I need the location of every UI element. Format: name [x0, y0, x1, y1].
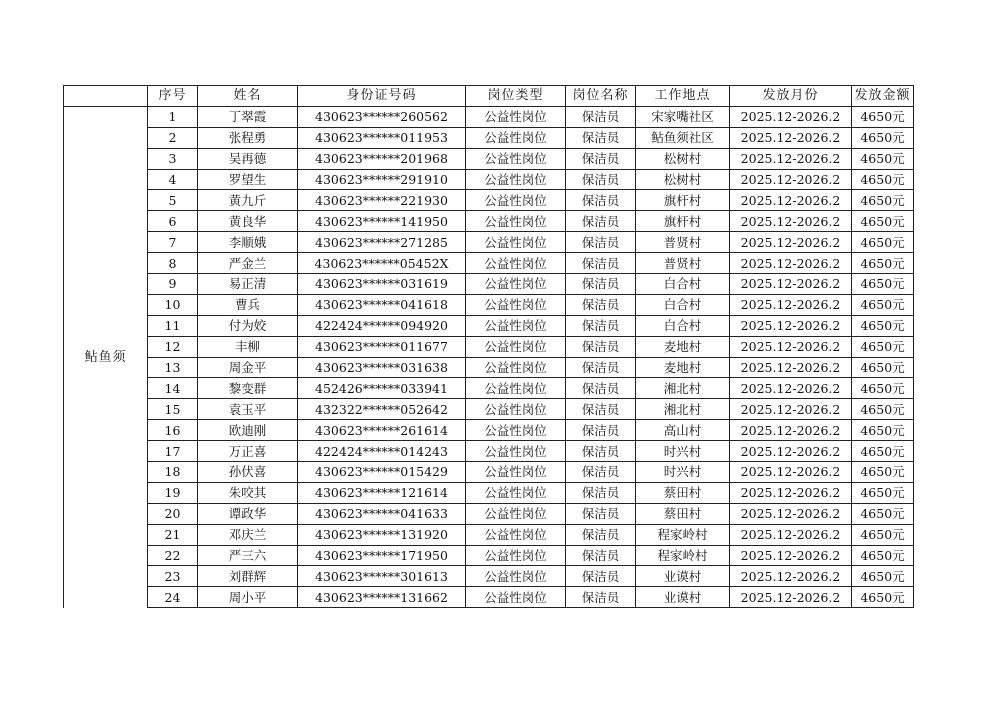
cell-month: 2025.12-2026.2 [730, 524, 852, 545]
cell-name: 孙伏喜 [198, 462, 298, 483]
cell-id: 430623******291910 [298, 169, 466, 190]
table-row [64, 441, 914, 462]
cell-amount: 4650元 [852, 127, 914, 148]
cell-location: 白合村 [636, 315, 730, 336]
cell-amount: 4650元 [852, 169, 914, 190]
cell-location: 白合村 [636, 294, 730, 315]
cell-amount: 4650元 [852, 503, 914, 524]
cell-location: 湘北村 [636, 399, 730, 420]
cell-id: 430623******221930 [298, 190, 466, 211]
cell-name: 吴再德 [198, 148, 298, 169]
cell-month: 2025.12-2026.2 [730, 294, 852, 315]
cell-amount: 4650元 [852, 211, 914, 232]
cell-post-type: 公益性岗位 [466, 211, 566, 232]
cell-post-type: 公益性岗位 [466, 587, 566, 608]
cell-post-name: 保洁员 [566, 566, 636, 587]
cell-id: 430623******260562 [298, 106, 466, 127]
cell-month: 2025.12-2026.2 [730, 587, 852, 608]
table-row [64, 253, 914, 274]
cell-name: 袁玉平 [198, 399, 298, 420]
cell-name: 严三六 [198, 545, 298, 566]
cell-post-type: 公益性岗位 [466, 232, 566, 253]
cell-location: 普贤村 [636, 253, 730, 274]
cell-month: 2025.12-2026.2 [730, 232, 852, 253]
cell-location: 高山村 [636, 420, 730, 441]
cell-month: 2025.12-2026.2 [730, 336, 852, 357]
cell-name: 朱咬其 [198, 482, 298, 503]
table-row [64, 148, 914, 169]
cell-seq: 23 [148, 566, 198, 587]
cell-month: 2025.12-2026.2 [730, 190, 852, 211]
cell-post-type: 公益性岗位 [466, 503, 566, 524]
cell-location: 业谟村 [636, 566, 730, 587]
cell-name: 黎变群 [198, 378, 298, 399]
cell-name: 张程勇 [198, 127, 298, 148]
cell-seq: 16 [148, 420, 198, 441]
cell-post-name: 保洁员 [566, 357, 636, 378]
cell-location: 程家岭村 [636, 545, 730, 566]
town-cell: 鲇鱼须 [64, 106, 148, 607]
table-row [64, 587, 914, 608]
cell-id: 430623******031619 [298, 274, 466, 295]
cell-name: 李顺娥 [198, 232, 298, 253]
cell-id: 430623******05452X [298, 253, 466, 274]
table-row [64, 169, 914, 190]
col-id-header: 身份证号码 [298, 86, 466, 107]
cell-post-type: 公益性岗位 [466, 315, 566, 336]
cell-location: 程家岭村 [636, 524, 730, 545]
cell-name: 罗望生 [198, 169, 298, 190]
cell-post-type: 公益性岗位 [466, 441, 566, 462]
cell-month: 2025.12-2026.2 [730, 106, 852, 127]
cell-seq: 11 [148, 315, 198, 336]
table-row [64, 211, 914, 232]
table-row [64, 503, 914, 524]
table-row [64, 524, 914, 545]
col-seq-header: 序号 [148, 86, 198, 107]
cell-amount: 4650元 [852, 190, 914, 211]
cell-amount: 4650元 [852, 566, 914, 587]
cell-month: 2025.12-2026.2 [730, 566, 852, 587]
cell-amount: 4650元 [852, 587, 914, 608]
cell-name: 谭政华 [198, 503, 298, 524]
cell-post-type: 公益性岗位 [466, 148, 566, 169]
cell-name: 丁翠霞 [198, 106, 298, 127]
cell-id: 430623******201968 [298, 148, 466, 169]
cell-month: 2025.12-2026.2 [730, 545, 852, 566]
cell-post-type: 公益性岗位 [466, 462, 566, 483]
cell-seq: 6 [148, 211, 198, 232]
cell-id: 430623******011677 [298, 336, 466, 357]
cell-seq: 9 [148, 274, 198, 295]
cell-seq: 1 [148, 106, 198, 127]
header-row [64, 86, 914, 107]
cell-id: 430623******041618 [298, 294, 466, 315]
cell-month: 2025.12-2026.2 [730, 420, 852, 441]
cell-post-name: 保洁员 [566, 211, 636, 232]
cell-post-name: 保洁员 [566, 190, 636, 211]
cell-name: 丰柳 [198, 336, 298, 357]
cell-seq: 17 [148, 441, 198, 462]
cell-amount: 4650元 [852, 399, 914, 420]
cell-name: 万正喜 [198, 441, 298, 462]
cell-seq: 22 [148, 545, 198, 566]
cell-id: 430623******015429 [298, 462, 466, 483]
cell-location: 宋家嘴社区 [636, 106, 730, 127]
table-row [64, 462, 914, 483]
cell-amount: 4650元 [852, 274, 914, 295]
cell-post-type: 公益性岗位 [466, 274, 566, 295]
cell-post-name: 保洁员 [566, 399, 636, 420]
cell-location: 普贤村 [636, 232, 730, 253]
table-row [64, 127, 914, 148]
cell-post-name: 保洁员 [566, 482, 636, 503]
cell-location: 时兴村 [636, 441, 730, 462]
cell-seq: 15 [148, 399, 198, 420]
table-row [64, 357, 914, 378]
cell-location: 旗杆村 [636, 190, 730, 211]
cell-month: 2025.12-2026.2 [730, 315, 852, 336]
cell-post-name: 保洁员 [566, 420, 636, 441]
cell-post-type: 公益性岗位 [466, 566, 566, 587]
cell-month: 2025.12-2026.2 [730, 462, 852, 483]
cell-amount: 4650元 [852, 524, 914, 545]
cell-location: 麦地村 [636, 357, 730, 378]
cell-id: 430623******121614 [298, 482, 466, 503]
cell-amount: 4650元 [852, 336, 914, 357]
table-row [64, 336, 914, 357]
cell-amount: 4650元 [852, 294, 914, 315]
cell-post-name: 保洁员 [566, 253, 636, 274]
cell-id: 430623******031638 [298, 357, 466, 378]
cell-seq: 18 [148, 462, 198, 483]
cell-post-type: 公益性岗位 [466, 524, 566, 545]
cell-post-name: 保洁员 [566, 336, 636, 357]
cell-post-type: 公益性岗位 [466, 106, 566, 127]
cell-month: 2025.12-2026.2 [730, 127, 852, 148]
cell-seq: 12 [148, 336, 198, 357]
cell-seq: 8 [148, 253, 198, 274]
cell-seq: 5 [148, 190, 198, 211]
table-row [64, 482, 914, 503]
table-row [64, 232, 914, 253]
cell-post-name: 保洁员 [566, 148, 636, 169]
cell-post-name: 保洁员 [566, 587, 636, 608]
cell-name: 黄九斤 [198, 190, 298, 211]
cell-id: 430623******131662 [298, 587, 466, 608]
cell-seq: 14 [148, 378, 198, 399]
cell-id: 430623******141950 [298, 211, 466, 232]
table-row [64, 566, 914, 587]
cell-seq: 4 [148, 169, 198, 190]
cell-post-type: 公益性岗位 [466, 169, 566, 190]
cell-location: 时兴村 [636, 462, 730, 483]
payroll-table [63, 85, 914, 608]
cell-amount: 4650元 [852, 441, 914, 462]
cell-post-name: 保洁员 [566, 462, 636, 483]
col-name-header: 姓名 [198, 86, 298, 107]
cell-post-name: 保洁员 [566, 524, 636, 545]
cell-id: 432322******052642 [298, 399, 466, 420]
cell-post-name: 保洁员 [566, 294, 636, 315]
cell-post-name: 保洁员 [566, 169, 636, 190]
cell-id: 430623******171950 [298, 545, 466, 566]
table-row [64, 420, 914, 441]
cell-name: 欧迪刚 [198, 420, 298, 441]
cell-seq: 13 [148, 357, 198, 378]
cell-post-type: 公益性岗位 [466, 482, 566, 503]
cell-seq: 2 [148, 127, 198, 148]
cell-location: 鲇鱼须社区 [636, 127, 730, 148]
cell-id: 422424******014243 [298, 441, 466, 462]
cell-amount: 4650元 [852, 462, 914, 483]
cell-month: 2025.12-2026.2 [730, 211, 852, 232]
cell-month: 2025.12-2026.2 [730, 357, 852, 378]
cell-amount: 4650元 [852, 106, 914, 127]
cell-amount: 4650元 [852, 148, 914, 169]
table-row [64, 106, 914, 127]
table-row [64, 274, 914, 295]
cell-month: 2025.12-2026.2 [730, 253, 852, 274]
cell-post-name: 保洁员 [566, 106, 636, 127]
cell-month: 2025.12-2026.2 [730, 399, 852, 420]
table-row [64, 315, 914, 336]
cell-post-type: 公益性岗位 [466, 190, 566, 211]
col-month-header: 发放月份 [730, 86, 852, 107]
cell-name: 易正清 [198, 274, 298, 295]
cell-id: 452426******033941 [298, 378, 466, 399]
cell-post-name: 保洁员 [566, 545, 636, 566]
cell-name: 邓庆兰 [198, 524, 298, 545]
cell-post-type: 公益性岗位 [466, 253, 566, 274]
cell-month: 2025.12-2026.2 [730, 441, 852, 462]
cell-amount: 4650元 [852, 357, 914, 378]
cell-location: 湘北村 [636, 378, 730, 399]
cell-post-name: 保洁员 [566, 315, 636, 336]
table-row [64, 378, 914, 399]
cell-post-name: 保洁员 [566, 378, 636, 399]
table-row [64, 190, 914, 211]
cell-seq: 24 [148, 587, 198, 608]
cell-name: 周金平 [198, 357, 298, 378]
cell-post-type: 公益性岗位 [466, 336, 566, 357]
cell-name: 周小平 [198, 587, 298, 608]
cell-id: 430623******301613 [298, 566, 466, 587]
cell-post-type: 公益性岗位 [466, 378, 566, 399]
cell-amount: 4650元 [852, 378, 914, 399]
cell-name: 严金兰 [198, 253, 298, 274]
col-amount-header: 发放金额 [852, 86, 914, 107]
cell-month: 2025.12-2026.2 [730, 378, 852, 399]
cell-amount: 4650元 [852, 420, 914, 441]
cell-seq: 19 [148, 482, 198, 503]
cell-id: 430623******261614 [298, 420, 466, 441]
cell-post-type: 公益性岗位 [466, 357, 566, 378]
cell-post-type: 公益性岗位 [466, 545, 566, 566]
cell-name: 黄良华 [198, 211, 298, 232]
cell-id: 430623******041633 [298, 503, 466, 524]
cell-seq: 20 [148, 503, 198, 524]
cell-location: 松树村 [636, 169, 730, 190]
cell-month: 2025.12-2026.2 [730, 274, 852, 295]
col-post-type-header: 岗位类型 [466, 86, 566, 107]
table-body [64, 106, 914, 607]
cell-id: 430623******011953 [298, 127, 466, 148]
table-row [64, 399, 914, 420]
cell-month: 2025.12-2026.2 [730, 503, 852, 524]
cell-seq: 3 [148, 148, 198, 169]
cell-post-name: 保洁员 [566, 127, 636, 148]
cell-post-name: 保洁员 [566, 232, 636, 253]
cell-location: 旗杆村 [636, 211, 730, 232]
cell-location: 麦地村 [636, 336, 730, 357]
town-header-cell [64, 86, 148, 107]
cell-amount: 4650元 [852, 232, 914, 253]
cell-post-type: 公益性岗位 [466, 294, 566, 315]
cell-post-name: 保洁员 [566, 441, 636, 462]
table-row [64, 294, 914, 315]
cell-location: 蔡田村 [636, 503, 730, 524]
cell-location: 蔡田村 [636, 482, 730, 503]
col-location-header: 工作地点 [636, 86, 730, 107]
table-row [64, 545, 914, 566]
cell-month: 2025.12-2026.2 [730, 482, 852, 503]
cell-seq: 10 [148, 294, 198, 315]
cell-month: 2025.12-2026.2 [730, 148, 852, 169]
cell-location: 松树村 [636, 148, 730, 169]
cell-location: 白合村 [636, 274, 730, 295]
cell-post-name: 保洁员 [566, 274, 636, 295]
cell-month: 2025.12-2026.2 [730, 169, 852, 190]
cell-name: 刘群辉 [198, 566, 298, 587]
cell-id: 430623******131920 [298, 524, 466, 545]
cell-id: 422424******094920 [298, 315, 466, 336]
col-post-name-header: 岗位名称 [566, 86, 636, 107]
cell-amount: 4650元 [852, 482, 914, 503]
cell-amount: 4650元 [852, 315, 914, 336]
cell-post-type: 公益性岗位 [466, 399, 566, 420]
cell-post-name: 保洁员 [566, 503, 636, 524]
cell-amount: 4650元 [852, 545, 914, 566]
cell-location: 业谟村 [636, 587, 730, 608]
cell-post-type: 公益性岗位 [466, 420, 566, 441]
cell-post-type: 公益性岗位 [466, 127, 566, 148]
cell-name: 付为姣 [198, 315, 298, 336]
cell-seq: 21 [148, 524, 198, 545]
cell-seq: 7 [148, 232, 198, 253]
cell-amount: 4650元 [852, 253, 914, 274]
cell-name: 曹兵 [198, 294, 298, 315]
cell-id: 430623******271285 [298, 232, 466, 253]
